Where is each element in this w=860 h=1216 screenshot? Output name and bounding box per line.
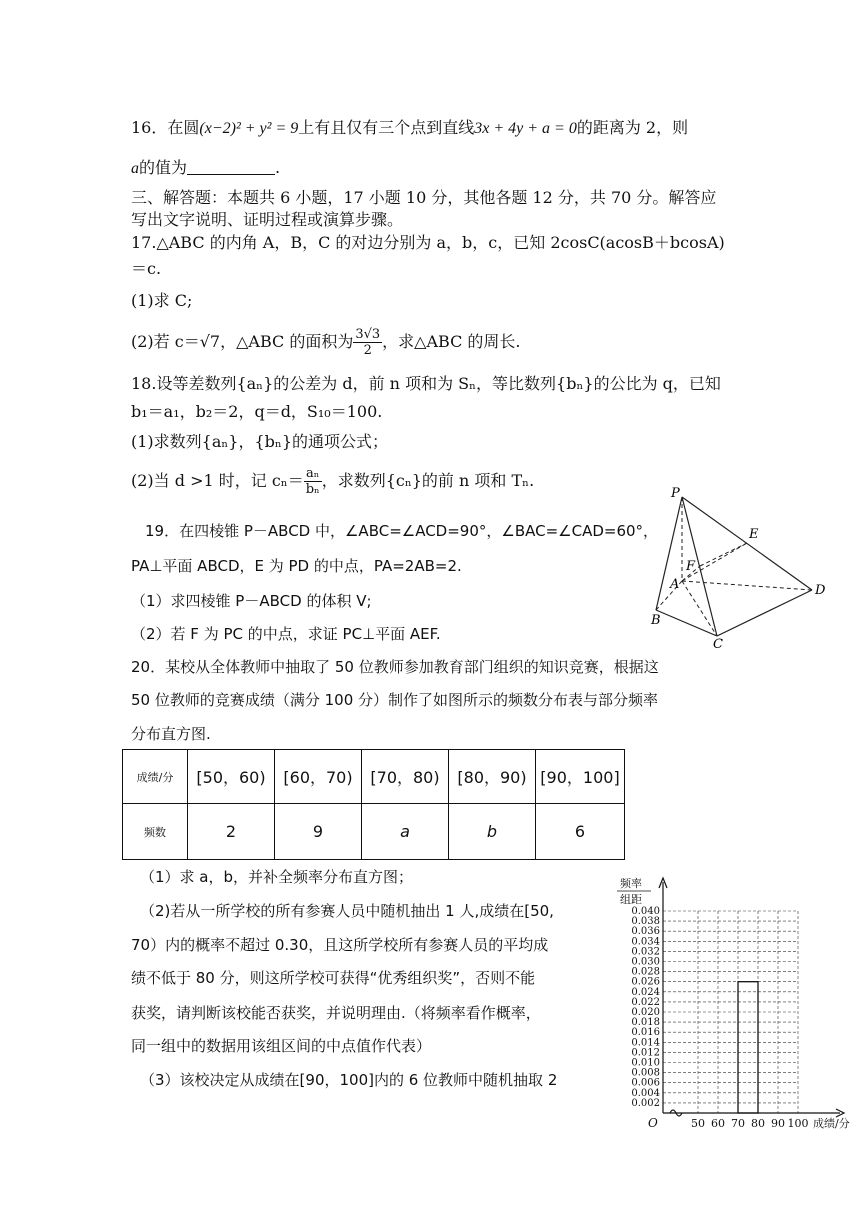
q18-part1: (1)求数列{aₙ}，{bₙ}的通项公式； [131,432,389,451]
x-tick-label: 80 [751,1117,765,1130]
label-P: P [671,486,680,501]
x-axis-label: 成绩/分 [813,1117,850,1130]
q17-fraction-denominator: 2 [363,343,372,358]
frequency-histogram [600,868,856,1140]
table-cell: 2 [188,804,275,860]
y-tick-label: 0.032 [631,946,660,958]
label-E: E [749,527,759,542]
q18-part2 [131,461,534,501]
q17-part2-text-a: (2)若 c＝√7，△ABC 的面积为 [131,332,354,351]
q16-line2 [131,157,280,180]
y-tick-label: 0.026 [631,976,660,988]
q20-part2-line2: 70）内的概率不超过 0.30，且这所学校所有参赛人员的平均成 [131,936,549,954]
q20-part2-line3: 绩不低于 80 分，则这所学校可获得“优秀组织奖”，否则不能 [131,969,536,987]
q16-line-equation: 3x + 4y + a = 0 [474,120,577,137]
q17-part2-text-b: ，求△ABC 的周长. [382,332,521,351]
q17-line1: 17.△ABC 的内角 A，B，C 的对边分别为 a，b，c，已知 2cosC(acosB＋bcosA) [131,233,725,252]
table-cell: 频数 [123,804,188,860]
q16-circle-equation: (x−2)² + y² = 9 [199,120,299,137]
x-tick-label: 70 [731,1117,745,1130]
q18-line2: b₁＝a₁，b₂＝2，q＝d，S₁₀＝100. [131,402,383,421]
y-tick-label: 0.016 [631,1027,660,1039]
label-C: C [713,637,723,650]
q20-part2-line4: 获奖，请判断该校能否获奖，并说明理由.（将频率看作概率， [131,1004,541,1022]
q20-part1: （1）求 a，b，并补全频率分布直方图； [140,868,414,886]
label-A: A [670,577,680,592]
q17-fraction-numerator: 3√3 [355,327,381,342]
table-header-cell: [60，70) [275,750,362,804]
q19-line1: 19．在四棱锥 P－ABCD 中，∠ABC=∠ACD=90°，∠BAC=∠CAD=60°， [145,522,659,540]
x-tick-label: 50 [691,1117,705,1130]
pyramid-figure [640,480,830,650]
q20-line3: 分布直方图. [131,725,211,743]
q16-text-3: 的距离为 2，则 [576,118,689,137]
q16-var-a: a [131,160,139,177]
q16-text-1: 在圆 [167,118,200,137]
section3-heading-line2: 写出文字说明、证明过程或演算步骤。 [131,210,404,229]
q18-line1: 18.设等差数列{aₙ}的公差为 d，前 n 项和为 Sₙ，等比数列{bₙ}的公比为 q，已知 [131,374,721,393]
x-tick-label: 100 [787,1117,809,1130]
q19-part2: （2）若 F 为 PC 的中点，求证 PC⊥平面 AEF. [131,625,441,643]
label-F: F [686,559,696,574]
y-axis-label-denominator: 组距 [620,893,642,906]
y-tick-label: 0.036 [631,926,660,938]
y-axis-label-numerator: 频率 [620,877,642,890]
y-tick-label: 0.040 [631,906,660,917]
y-tick-label: 0.024 [631,986,660,998]
q16-end: . [275,158,281,177]
table-header-cell: [70，80) [362,750,449,804]
y-tick-label: 0.006 [631,1077,660,1089]
q18-part2-text-a: (2)当 d >1 时，记 cₙ＝ [131,471,304,490]
label-D: D [815,583,826,598]
x-tick-label: 60 [711,1117,725,1130]
q20-part3-line1: （3）该校决定从成绩在[90，100]内的 6 位教师中随机抽取 2 [140,1071,558,1089]
table-header-row [123,750,625,804]
y-tick-label: 0.018 [631,1017,660,1029]
y-tick-label: 0.038 [631,916,660,928]
table-cell: 9 [275,804,362,860]
y-tick-label: 0.004 [631,1087,660,1099]
y-tick-label: 0.020 [631,1007,660,1018]
q16-text-2: 上有且仅有三个点到直线 [298,118,475,137]
q19-part1: （1）求四棱锥 P－ABCD 的体积 V; [131,592,372,610]
q20-part2-line1: （2)若从一所学校的所有参赛人员中随机抽出 1 人,成绩在[50, [140,902,554,920]
table-header-cell: [90，100] [536,750,625,804]
q18-part2-text-b: ，求数列{cₙ}的前 n 项和 Tₙ. [321,471,535,490]
q20-part2-line5: 同一组中的数据用该组区间的中点值作代表） [131,1037,432,1055]
q20-line1: 20．某校从全体教师中抽取了 50 位教师参加教育部门组织的知识竞赛，根据这 [131,658,659,676]
table-cell: 6 [536,804,625,860]
table-header-cell: [80，90) [449,750,536,804]
table-header-cell: [50，60) [188,750,275,804]
table-cell: a [362,804,449,860]
q17-part2 [131,322,521,362]
table-cell: b [449,804,536,860]
table-header-cell: 成绩/分 [123,750,188,804]
q16-answer-blank [187,158,275,175]
y-tick-label: 0.034 [631,936,660,948]
y-tick-label: 0.012 [631,1047,660,1059]
y-tick-label: 0.022 [631,996,660,1008]
origin-label: O [648,1116,658,1130]
q18-cn-fraction [304,466,322,497]
x-tick-label: 90 [771,1117,785,1130]
y-tick-label: 0.008 [631,1067,660,1079]
q17-area-fraction [353,327,382,358]
table-row [123,804,625,860]
q18-fraction-denominator: bₙ [305,482,320,497]
q17-line2: ＝c. [131,259,162,278]
q19-line2: PA⊥平面 ABCD，E 为 PD 的中点，PA=2AB=2. [131,557,462,575]
q20-line2: 50 位教师的竞赛成绩（满分 100 分）制作了如图所示的频数分布表与部分频率 [131,691,659,709]
q16-text-4: 的值为 [139,158,188,177]
q16-number: 16． [131,118,168,137]
y-tick-label: 0.030 [631,956,660,968]
y-tick-label: 0.028 [631,966,660,978]
frequency-table [122,749,625,860]
y-tick-label: 0.010 [631,1057,660,1069]
q16-line1 [131,117,688,140]
q17-part1: (1)求 C; [131,291,193,310]
section3-heading-line1: 三、解答题：本题共 6 小题，17 小题 10 分，其他各题 12 分，共 70 分。解答应 [131,188,717,207]
q18-fraction-numerator: aₙ [304,466,322,482]
y-tick-label: 0.014 [631,1037,660,1049]
label-B: B [651,613,661,628]
histogram-bar [738,982,758,1113]
y-tick-label: 0.002 [631,1097,660,1109]
